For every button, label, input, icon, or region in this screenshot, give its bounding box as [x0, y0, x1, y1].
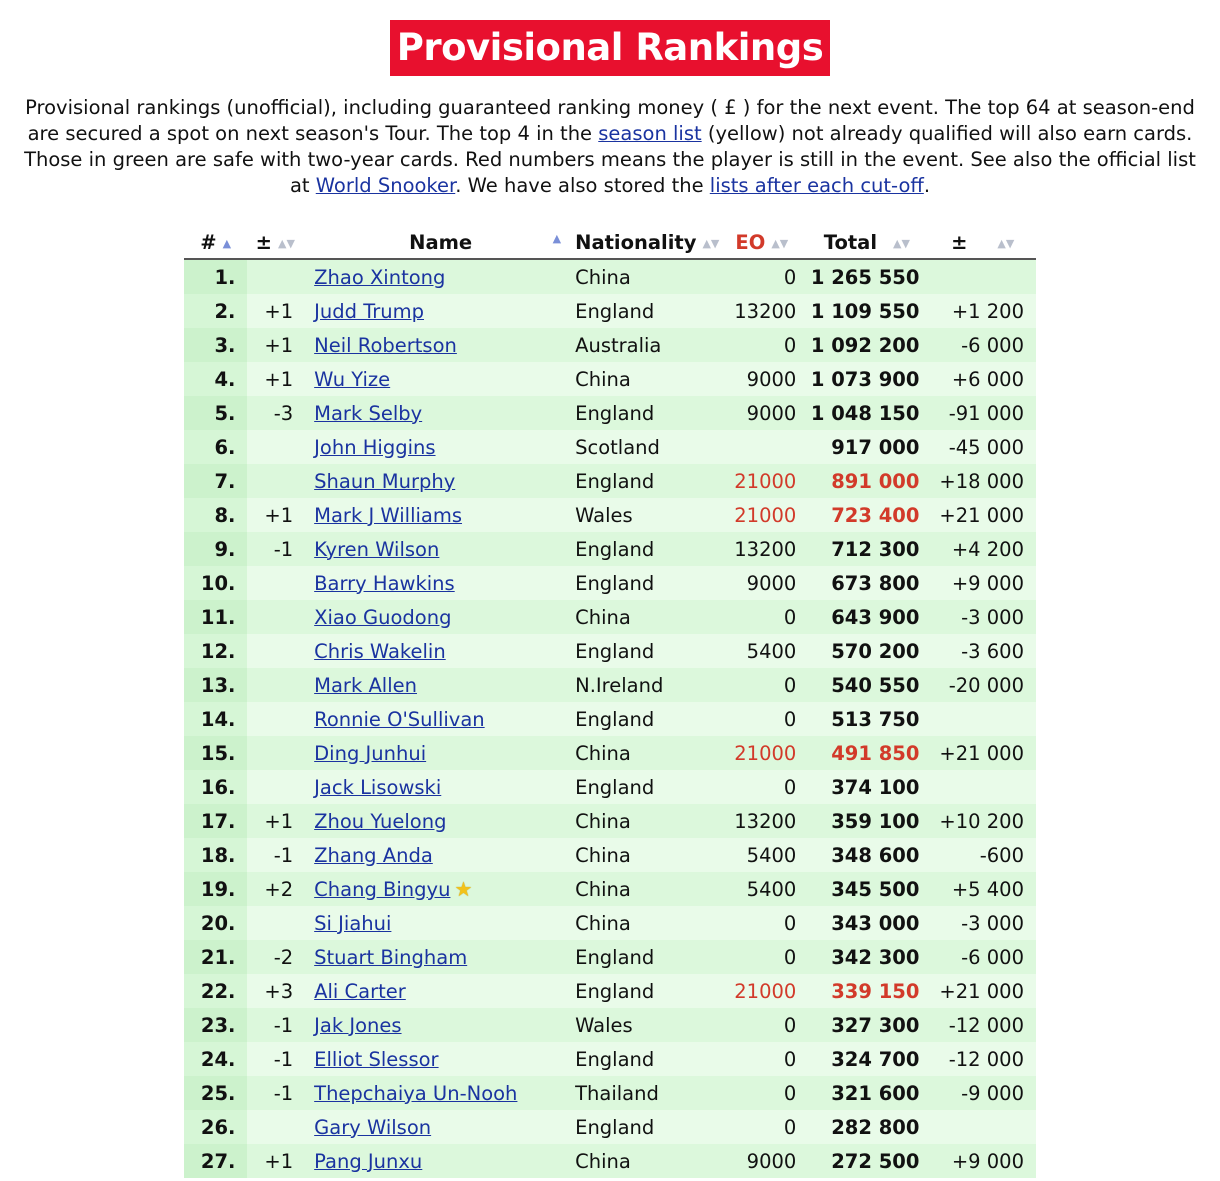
eo-cell: 9000 — [719, 1144, 804, 1178]
player-name-link[interactable]: Chris Wakelin — [314, 639, 446, 663]
nationality-cell: Scotland — [567, 430, 719, 464]
name-cell — [303, 872, 567, 906]
nationality-cell: China — [567, 600, 719, 634]
sort-asc-icon[interactable]: ▲ — [552, 232, 562, 245]
nationality-cell: England — [567, 566, 719, 600]
table-row — [184, 872, 1036, 906]
name-cell — [303, 294, 567, 328]
rank-cell: 17. — [184, 804, 247, 838]
eo-cell: 0 — [719, 1008, 804, 1042]
name-cell — [303, 362, 567, 396]
eo-cell: 0 — [719, 328, 804, 362]
movement-cell: -1 — [247, 1008, 303, 1042]
table-row — [184, 940, 1036, 974]
difference-cell: +9 000 — [929, 566, 1036, 600]
rank-cell: 11. — [184, 600, 247, 634]
difference-cell: -3 000 — [929, 600, 1036, 634]
eo-cell: 0 — [719, 702, 804, 736]
difference-cell: -6 000 — [929, 940, 1036, 974]
player-name-link[interactable]: Wu Yize — [314, 367, 391, 391]
player-name-link[interactable]: Shaun Murphy — [314, 469, 456, 493]
nationality-cell: England — [567, 770, 719, 804]
nationality-cell: China — [567, 906, 719, 940]
eo-cell: 0 — [719, 906, 804, 940]
eo-cell: 0 — [719, 1076, 804, 1110]
name-cell — [303, 566, 567, 600]
movement-cell — [247, 668, 303, 702]
movement-cell: +1 — [247, 328, 303, 362]
eo-cell: 0 — [719, 259, 804, 294]
total-cell: 540 550 — [804, 668, 929, 702]
eo-cell: 0 — [719, 1110, 804, 1144]
eo-cell: 21000 — [719, 464, 804, 498]
name-cell — [303, 464, 567, 498]
movement-cell: +1 — [247, 362, 303, 396]
total-cell: 513 750 — [804, 702, 929, 736]
player-name-link[interactable]: Elliot Slessor — [314, 1047, 439, 1071]
table-row — [184, 906, 1036, 940]
eo-cell: 13200 — [719, 804, 804, 838]
eo-cell: 13200 — [719, 532, 804, 566]
rank-cell: 27. — [184, 1144, 247, 1178]
rank-cell: 6. — [184, 430, 247, 464]
table-row — [184, 838, 1036, 872]
total-cell: 723 400 — [804, 498, 929, 532]
rank-cell: 12. — [184, 634, 247, 668]
movement-cell — [247, 566, 303, 600]
movement-cell: +1 — [247, 498, 303, 532]
total-cell: 345 500 — [804, 872, 929, 906]
page-title: Provisional Rankings — [390, 20, 831, 76]
nationality-cell: China — [567, 804, 719, 838]
difference-cell: -3 600 — [929, 634, 1036, 668]
rank-cell: 3. — [184, 328, 247, 362]
name-cell — [303, 940, 567, 974]
table-row — [184, 1076, 1036, 1110]
total-cell: 282 800 — [804, 1110, 929, 1144]
nationality-cell: England — [567, 940, 719, 974]
nationality-cell: N.Ireland — [567, 668, 719, 702]
total-cell: 1 109 550 — [804, 294, 929, 328]
total-cell: 1 265 550 — [804, 259, 929, 294]
movement-cell: -1 — [247, 532, 303, 566]
difference-cell: -12 000 — [929, 1042, 1036, 1076]
player-name-link[interactable]: Thepchaiya Un-Nooh — [314, 1081, 518, 1105]
nationality-cell: China — [567, 736, 719, 770]
table-row — [184, 668, 1036, 702]
player-name-link[interactable]: Ronnie O'Sullivan — [314, 707, 485, 731]
sort-both-icon[interactable]: ▲▼ — [997, 236, 1015, 250]
title-container — [0, 20, 1220, 76]
table-row — [184, 1042, 1036, 1076]
eo-cell: 13200 — [719, 294, 804, 328]
total-cell: 327 300 — [804, 1008, 929, 1042]
table-row — [184, 430, 1036, 464]
movement-cell: -3 — [247, 396, 303, 430]
movement-cell: -1 — [247, 838, 303, 872]
nationality-cell: England — [567, 1042, 719, 1076]
difference-cell — [929, 770, 1036, 804]
nationality-cell: China — [567, 1144, 719, 1178]
eo-cell: 5400 — [719, 634, 804, 668]
name-cell — [303, 634, 567, 668]
rank-cell: 21. — [184, 940, 247, 974]
difference-cell: -600 — [929, 838, 1036, 872]
movement-cell — [247, 906, 303, 940]
player-name-link[interactable]: John Higgins — [314, 435, 436, 459]
difference-cell: +4 200 — [929, 532, 1036, 566]
movement-cell: +1 — [247, 1144, 303, 1178]
difference-cell: -91 000 — [929, 396, 1036, 430]
sort-both-icon[interactable]: ▲▼ — [702, 236, 720, 250]
rankings-table-body — [184, 259, 1036, 1178]
rank-cell: 16. — [184, 770, 247, 804]
eo-cell: 21000 — [719, 736, 804, 770]
nationality-cell: Wales — [567, 498, 719, 532]
column-header-name[interactable] — [303, 226, 567, 259]
rank-cell: 14. — [184, 702, 247, 736]
rank-cell: 2. — [184, 294, 247, 328]
player-name-link[interactable]: Zhang Anda — [314, 843, 433, 867]
eo-cell: 9000 — [719, 396, 804, 430]
player-name-link[interactable]: Chang Bingyu — [314, 878, 451, 901]
player-name-link[interactable]: Xiao Guodong — [314, 605, 452, 629]
movement-cell — [247, 600, 303, 634]
table-row — [184, 396, 1036, 430]
sort-both-icon[interactable]: ▲▼ — [771, 236, 789, 250]
intro-text: Provisional rankings (unofficial), including guaranteed ranking money ( £ ) for the next event. The top 64 at season-end are secured a spot on next season's Tour. The top 4 in the — [25, 96, 1195, 145]
movement-cell — [247, 736, 303, 770]
movement-cell — [247, 464, 303, 498]
player-name-link[interactable]: Mark Allen — [314, 673, 417, 697]
eo-cell: 0 — [719, 668, 804, 702]
table-row — [184, 702, 1036, 736]
nationality-cell: Wales — [567, 1008, 719, 1042]
difference-cell: +6 000 — [929, 362, 1036, 396]
movement-cell: -1 — [247, 1042, 303, 1076]
player-name-link[interactable]: Gary Wilson — [314, 1115, 432, 1139]
movement-cell: +1 — [247, 294, 303, 328]
player-name-link[interactable]: Ding Junhui — [314, 741, 427, 765]
total-cell: 1 092 200 — [804, 328, 929, 362]
name-cell — [303, 600, 567, 634]
intro-text: (yellow) not already qualified will also earn cards. Those in green are safe with two-year cards. Red numbers means the player is still in the event. See also the official list at — [24, 122, 1196, 197]
difference-cell: +18 000 — [929, 464, 1036, 498]
total-cell: 342 300 — [804, 940, 929, 974]
eo-cell: 0 — [719, 1042, 804, 1076]
nationality-cell: China — [567, 362, 719, 396]
total-cell: 272 500 — [804, 1144, 929, 1178]
difference-cell: -3 000 — [929, 906, 1036, 940]
difference-cell: -45 000 — [929, 430, 1036, 464]
table-row — [184, 736, 1036, 770]
table-row — [184, 259, 1036, 294]
eo-cell: 9000 — [719, 566, 804, 600]
name-cell — [303, 1144, 567, 1178]
eo-cell: 0 — [719, 600, 804, 634]
total-cell: 673 800 — [804, 566, 929, 600]
name-cell — [303, 770, 567, 804]
nationality-cell: China — [567, 259, 719, 294]
table-row — [184, 974, 1036, 1008]
column-header-nationality[interactable] — [567, 226, 719, 259]
column-header-label: Total — [823, 230, 878, 254]
movement-cell — [247, 770, 303, 804]
rank-cell: 13. — [184, 668, 247, 702]
name-cell — [303, 1008, 567, 1042]
total-cell: 339 150 — [804, 974, 929, 1008]
difference-cell: +21 000 — [929, 498, 1036, 532]
difference-cell: -6 000 — [929, 328, 1036, 362]
column-header-label: # — [200, 230, 217, 254]
column-header-diff[interactable] — [929, 226, 1036, 259]
player-name-link[interactable]: Zhou Yuelong — [314, 809, 447, 833]
intro-text: . We have also stored the — [455, 174, 710, 197]
rank-cell: 26. — [184, 1110, 247, 1144]
nationality-cell: England — [567, 974, 719, 1008]
difference-cell — [929, 259, 1036, 294]
nationality-cell: England — [567, 396, 719, 430]
total-cell: 343 000 — [804, 906, 929, 940]
total-cell: 712 300 — [804, 532, 929, 566]
movement-cell — [247, 1110, 303, 1144]
eo-cell: 0 — [719, 940, 804, 974]
rank-cell: 23. — [184, 1008, 247, 1042]
table-row — [184, 294, 1036, 328]
table-row — [184, 804, 1036, 838]
total-cell: 374 100 — [804, 770, 929, 804]
difference-cell — [929, 702, 1036, 736]
player-name-link[interactable]: Jack Lisowski — [314, 775, 442, 799]
eo-cell — [719, 430, 804, 464]
name-cell — [303, 1110, 567, 1144]
intro-paragraph — [20, 95, 1200, 199]
name-cell — [303, 702, 567, 736]
difference-cell: +1 200 — [929, 294, 1036, 328]
table-row — [184, 566, 1036, 600]
rank-cell: 20. — [184, 906, 247, 940]
table-row — [184, 328, 1036, 362]
name-cell — [303, 668, 567, 702]
difference-cell: +21 000 — [929, 736, 1036, 770]
player-name-link[interactable]: Mark Selby — [314, 401, 423, 425]
rank-cell: 19. — [184, 872, 247, 906]
rank-cell: 10. — [184, 566, 247, 600]
name-cell — [303, 498, 567, 532]
player-name-link[interactable]: Stuart Bingham — [314, 945, 468, 969]
table-row — [184, 1110, 1036, 1144]
column-header-label: ± — [255, 230, 272, 254]
table-row — [184, 770, 1036, 804]
total-cell: 321 600 — [804, 1076, 929, 1110]
rank-cell: 8. — [184, 498, 247, 532]
rank-cell: 7. — [184, 464, 247, 498]
total-cell: 359 100 — [804, 804, 929, 838]
rank-cell: 24. — [184, 1042, 247, 1076]
column-header-label: Nationality — [575, 230, 697, 254]
table-row — [184, 1008, 1036, 1042]
rank-cell: 15. — [184, 736, 247, 770]
nationality-cell: Australia — [567, 328, 719, 362]
column-header-label: ± — [951, 230, 968, 254]
eo-cell: 5400 — [719, 838, 804, 872]
movement-cell: +1 — [247, 804, 303, 838]
nationality-cell: China — [567, 872, 719, 906]
nationality-cell: England — [567, 464, 719, 498]
table-row — [184, 600, 1036, 634]
player-name-link[interactable]: Zhao Xintong — [314, 265, 446, 289]
difference-cell: -9 000 — [929, 1076, 1036, 1110]
column-header-rank[interactable] — [184, 226, 247, 259]
eo-cell: 21000 — [719, 498, 804, 532]
nationality-cell: England — [567, 1110, 719, 1144]
total-cell: 1 048 150 — [804, 396, 929, 430]
name-cell — [303, 906, 567, 940]
column-header-move[interactable] — [247, 226, 303, 259]
table-row — [184, 498, 1036, 532]
table-header-row — [184, 226, 1036, 259]
difference-cell: +5 400 — [929, 872, 1036, 906]
difference-cell: +21 000 — [929, 974, 1036, 1008]
movement-cell: +3 — [247, 974, 303, 1008]
movement-cell: +2 — [247, 872, 303, 906]
sort-both-icon[interactable]: ▲▼ — [893, 236, 910, 250]
star-icon: ★ — [454, 877, 473, 901]
nationality-cell: Thailand — [567, 1076, 719, 1110]
cutoff-lists-link[interactable]: lists after each cut-off — [709, 174, 924, 197]
nationality-cell: China — [567, 838, 719, 872]
player-name-link[interactable]: Kyren Wilson — [314, 537, 440, 561]
column-header-label: EO — [735, 230, 766, 254]
name-cell — [303, 736, 567, 770]
world-snooker-link[interactable]: World Snooker — [315, 174, 456, 197]
total-cell: 348 600 — [804, 838, 929, 872]
movement-cell — [247, 634, 303, 668]
name-cell — [303, 974, 567, 1008]
rank-cell: 1. — [184, 259, 247, 294]
player-name-link[interactable]: Neil Robertson — [314, 333, 457, 357]
player-name-link[interactable]: Si Jiahui — [314, 911, 392, 935]
rankings-table — [184, 226, 1036, 1178]
nationality-cell: England — [567, 634, 719, 668]
name-cell — [303, 1042, 567, 1076]
intro-text: . — [923, 174, 931, 197]
table-row — [184, 362, 1036, 396]
player-name-link[interactable]: Barry Hawkins — [314, 571, 455, 595]
player-name-link[interactable]: Pang Junxu — [314, 1149, 423, 1173]
column-header-total[interactable] — [804, 226, 929, 259]
nationality-cell: England — [567, 532, 719, 566]
name-cell — [303, 396, 567, 430]
rank-cell: 25. — [184, 1076, 247, 1110]
column-header-label: Name — [409, 230, 473, 254]
rank-cell: 5. — [184, 396, 247, 430]
total-cell: 491 850 — [804, 736, 929, 770]
name-cell — [303, 1076, 567, 1110]
player-name-link[interactable]: Judd Trump — [314, 299, 425, 323]
name-cell — [303, 430, 567, 464]
movement-cell — [247, 430, 303, 464]
name-cell — [303, 838, 567, 872]
player-name-link[interactable]: Ali Carter — [314, 979, 406, 1003]
movement-cell — [247, 259, 303, 294]
total-cell: 917 000 — [804, 430, 929, 464]
table-row — [184, 1144, 1036, 1178]
eo-cell: 9000 — [719, 362, 804, 396]
season-list-link[interactable]: season list — [598, 122, 702, 145]
rank-cell: 18. — [184, 838, 247, 872]
player-name-link[interactable]: Mark J Williams — [314, 503, 463, 527]
difference-cell: +10 200 — [929, 804, 1036, 838]
eo-cell: 5400 — [719, 872, 804, 906]
rank-cell: 22. — [184, 974, 247, 1008]
movement-cell: -2 — [247, 940, 303, 974]
nationality-cell: England — [567, 294, 719, 328]
difference-cell: -12 000 — [929, 1008, 1036, 1042]
sort-both-icon[interactable]: ▲▼ — [278, 236, 295, 250]
name-cell — [303, 804, 567, 838]
player-name-link[interactable]: Jak Jones — [314, 1013, 402, 1037]
name-cell — [303, 532, 567, 566]
rank-cell: 9. — [184, 532, 247, 566]
rank-cell: 4. — [184, 362, 247, 396]
total-cell: 891 000 — [804, 464, 929, 498]
difference-cell: +9 000 — [929, 1144, 1036, 1178]
column-header-eo[interactable] — [719, 226, 804, 259]
table-row — [184, 464, 1036, 498]
eo-cell: 21000 — [719, 974, 804, 1008]
movement-cell: -1 — [247, 1076, 303, 1110]
name-cell — [303, 328, 567, 362]
total-cell: 324 700 — [804, 1042, 929, 1076]
total-cell: 570 200 — [804, 634, 929, 668]
difference-cell: -20 000 — [929, 668, 1036, 702]
sort-asc-icon[interactable]: ▲ — [222, 236, 232, 250]
difference-cell — [929, 1110, 1036, 1144]
table-row — [184, 634, 1036, 668]
table-row — [184, 532, 1036, 566]
eo-cell: 0 — [719, 770, 804, 804]
movement-cell — [247, 702, 303, 736]
total-cell: 643 900 — [804, 600, 929, 634]
name-cell — [303, 259, 567, 294]
total-cell: 1 073 900 — [804, 362, 929, 396]
nationality-cell: England — [567, 702, 719, 736]
